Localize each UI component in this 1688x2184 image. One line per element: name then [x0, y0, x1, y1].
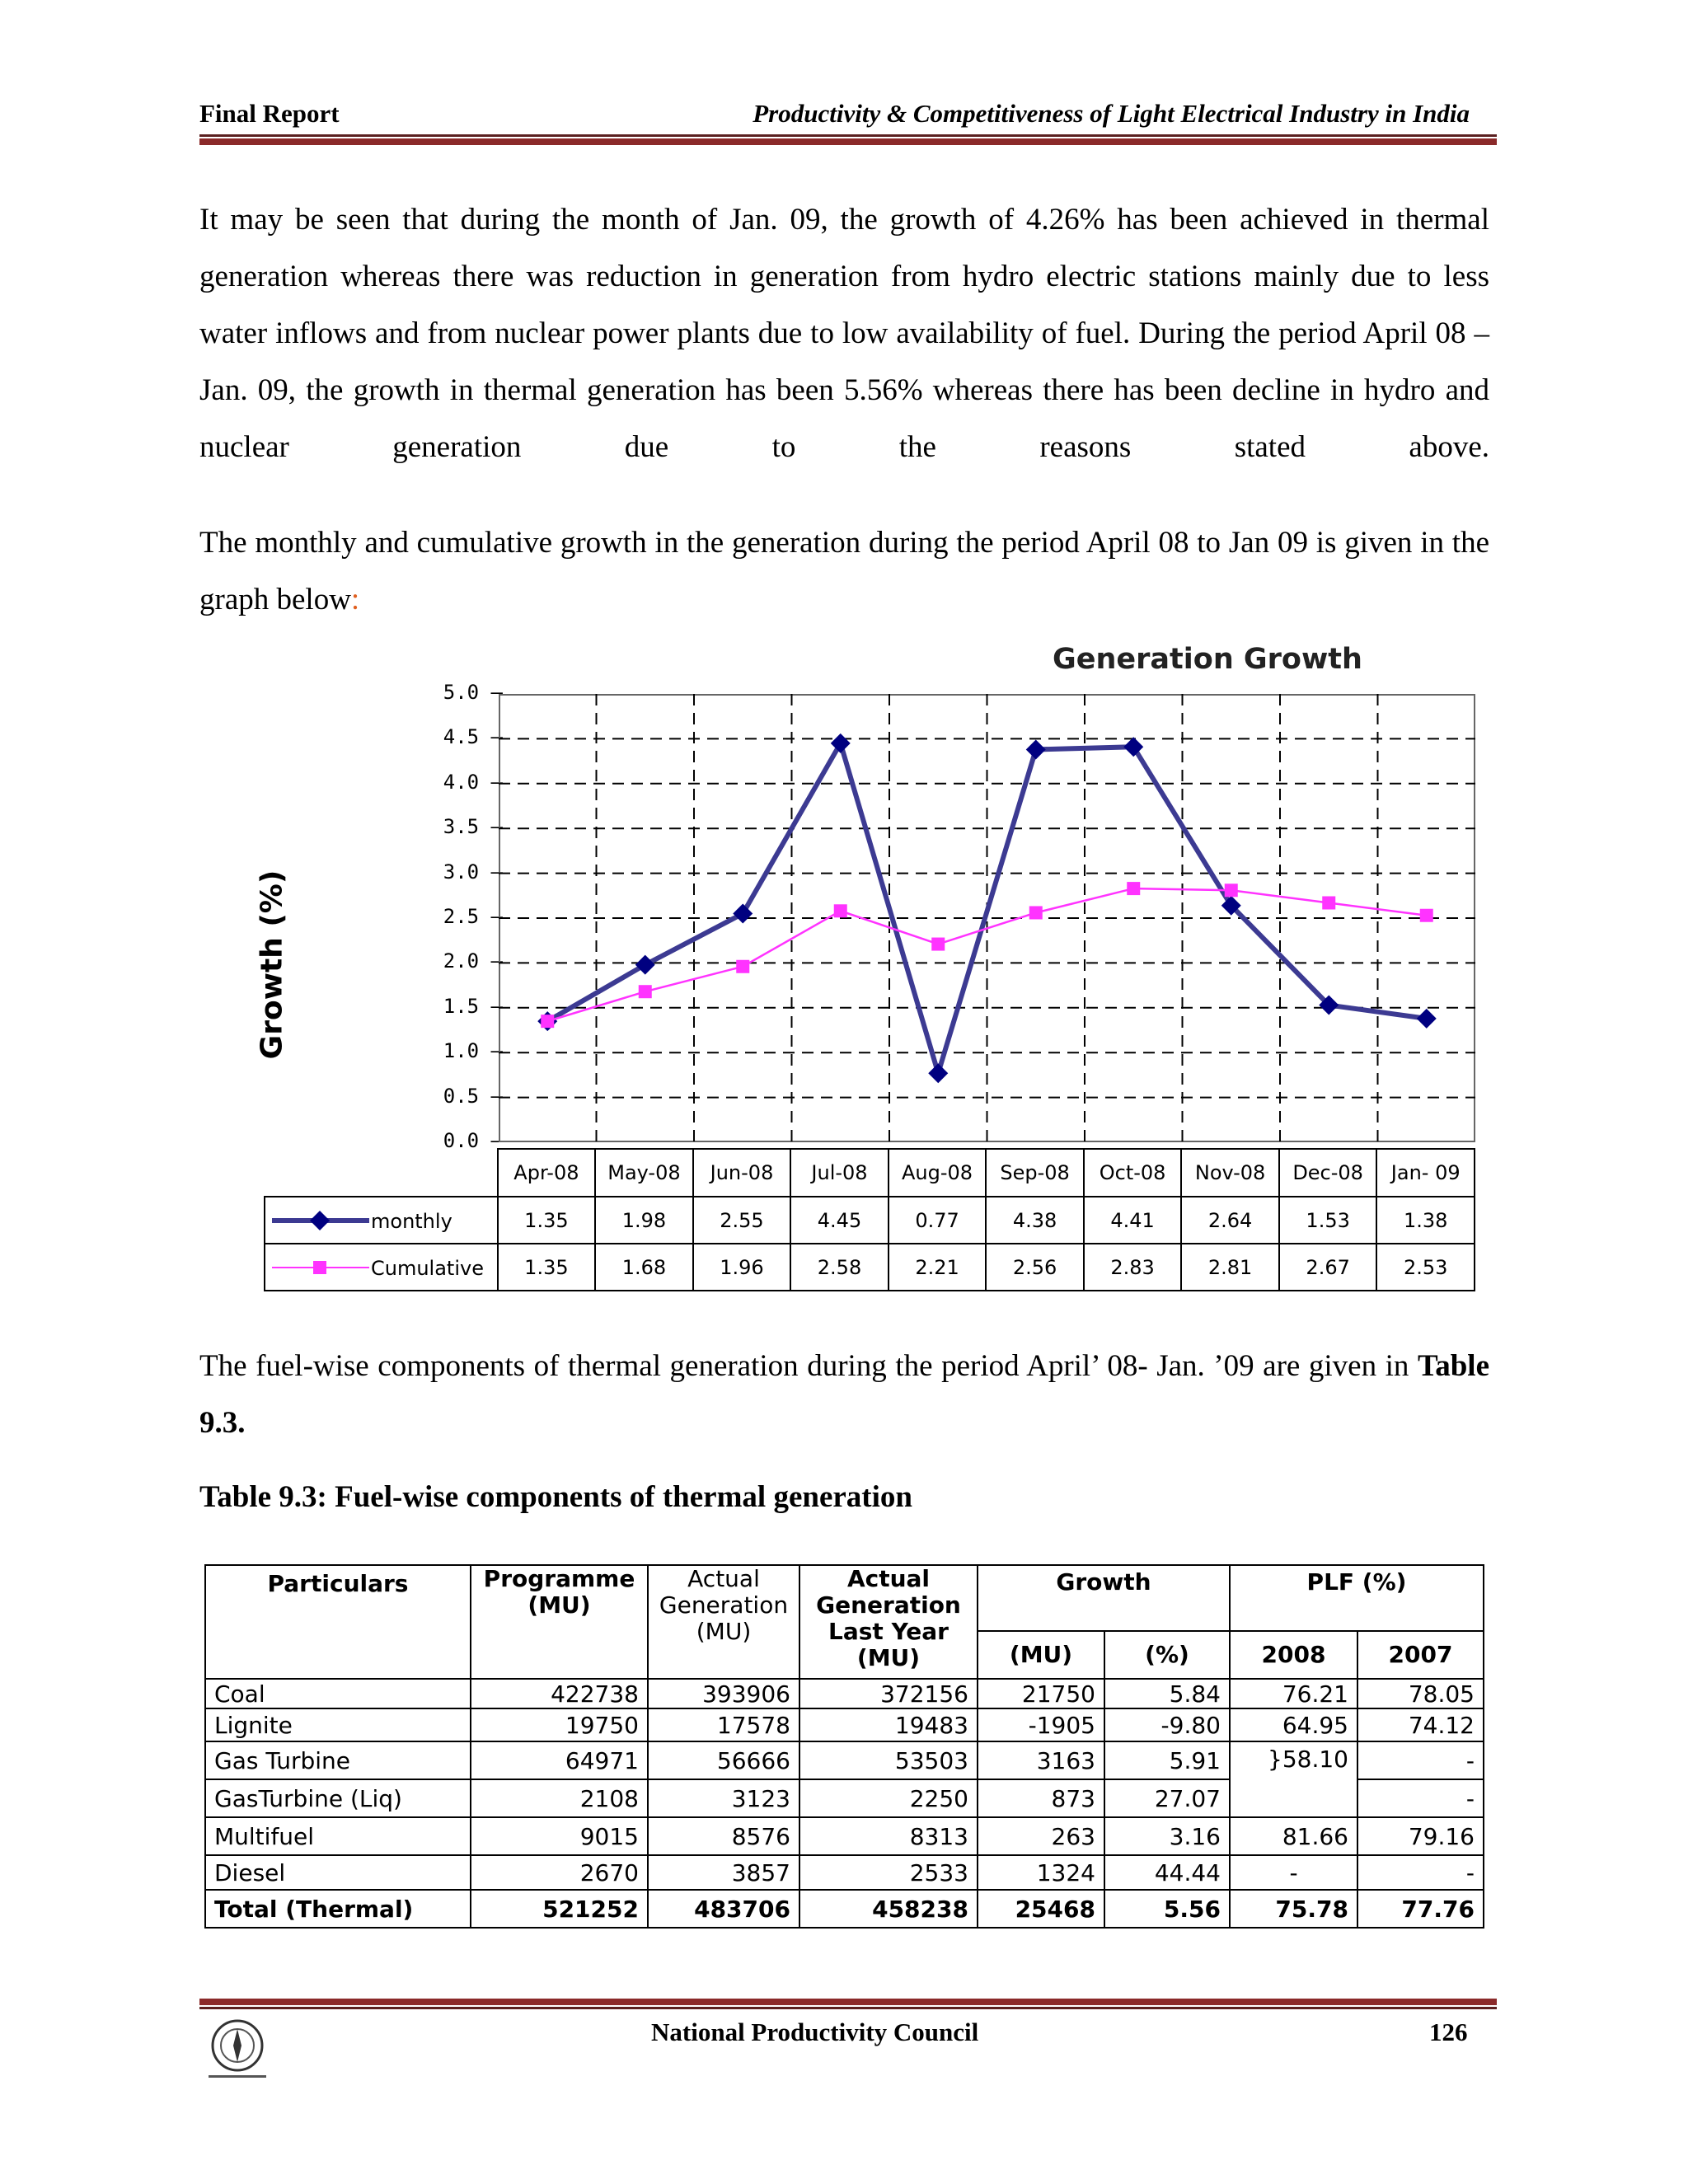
cell-plf-2008: 75.78: [1230, 1890, 1357, 1928]
y-tick-label: 2.5 –: [443, 905, 503, 928]
cell-last-year: 53503: [799, 1741, 978, 1779]
cell-actual: 3123: [648, 1779, 799, 1817]
cell-plf-2007: 77.76: [1357, 1890, 1484, 1928]
cell-growth-pct: 44.44: [1104, 1855, 1230, 1890]
th-growth-pct: (%): [1104, 1631, 1230, 1679]
x-tick-label: Jul-08: [790, 1149, 889, 1197]
cell-actual: 393906: [648, 1679, 799, 1708]
cell-particulars: Multifuel: [205, 1817, 471, 1855]
cell-programme: 2108: [471, 1779, 648, 1817]
header-left: Final Report: [199, 99, 340, 128]
cell-last-year: 372156: [799, 1679, 978, 1708]
data-label-monthly: 4.45: [790, 1197, 889, 1244]
y-tick-label: 5.0 –: [443, 681, 503, 704]
cell-particulars: Lignite: [205, 1708, 471, 1741]
cell-plf-2008: 76.21: [1230, 1679, 1357, 1708]
x-tick-label: Aug-08: [889, 1149, 987, 1197]
y-tick-label: 0.0 –: [443, 1129, 503, 1152]
cell-actual: 17578: [648, 1708, 799, 1741]
cell-growth-mu: 873: [978, 1779, 1104, 1817]
table-row: [205, 1741, 1484, 1779]
fuel-wise-table: [204, 1564, 1484, 1929]
legend-monthly: [265, 1197, 498, 1244]
cell-programme: 2670: [471, 1855, 648, 1890]
x-tick-label: Dec-08: [1279, 1149, 1377, 1197]
data-label-cumulative: 2.53: [1376, 1244, 1475, 1291]
cell-growth-mu: 21750: [978, 1679, 1104, 1708]
data-point-monthly: [1417, 1009, 1437, 1029]
data-table-row: [265, 1197, 1475, 1244]
data-label-cumulative: 1.35: [498, 1244, 596, 1291]
paragraph-graph-intro-text: The monthly and cumulative growth in the generation during the period April 08 to Jan 09 is given in the graph below: [199, 526, 1489, 616]
x-tick-label: Nov-08: [1181, 1149, 1279, 1197]
th-growth-mu: (MU): [978, 1631, 1104, 1679]
legend-marker-cumulative: [270, 1255, 373, 1280]
data-label-monthly: 4.38: [986, 1197, 1084, 1244]
cell-programme: 64971: [471, 1741, 648, 1779]
cell-growth-pct: 5.56: [1104, 1890, 1230, 1928]
cell-last-year: 458238: [799, 1890, 978, 1928]
cell-particulars: Total (Thermal): [205, 1890, 471, 1928]
data-table-row: [265, 1244, 1475, 1291]
y-tick-label: 0.5 –: [443, 1084, 503, 1108]
cell-particulars: GasTurbine (Liq): [205, 1779, 471, 1817]
header-right: Productivity & Competitiveness of Light Electrical Industry in India: [753, 99, 1470, 128]
data-point-cumulative: [931, 938, 945, 951]
table-row: [205, 1708, 1484, 1741]
cell-actual: 8576: [648, 1817, 799, 1855]
y-tick-label: 3.0 –: [443, 860, 503, 883]
cell-actual: 3857: [648, 1855, 799, 1890]
th-plf: PLF (%): [1230, 1565, 1484, 1631]
paragraph-graph-intro: [199, 514, 1489, 628]
data-label-cumulative: 2.58: [790, 1244, 889, 1291]
data-point-cumulative: [736, 960, 749, 973]
chart-plot-area: [499, 694, 1475, 1142]
cell-programme: 19750: [471, 1708, 648, 1741]
paragraph-table-intro: [199, 1338, 1489, 1451]
cell-last-year: 8313: [799, 1817, 978, 1855]
x-tick-label: Jun-08: [693, 1149, 791, 1197]
table-row: [205, 1679, 1484, 1708]
chart-title: Generation Growth: [1053, 643, 1362, 676]
footer-rule-thick: [199, 1999, 1497, 2005]
npc-emblem-icon: [196, 2011, 279, 2085]
y-tick-label: 4.5 –: [443, 725, 503, 749]
x-tick-label: Sep-08: [986, 1149, 1084, 1197]
generation-growth-chart: [255, 635, 1475, 1294]
x-tick-label: Oct-08: [1084, 1149, 1182, 1197]
cell-growth-pct: 3.16: [1104, 1817, 1230, 1855]
chart-y-axis-title: Growth (%): [255, 869, 289, 1060]
data-label-monthly: 1.35: [498, 1197, 596, 1244]
th-plf-2008: 2008: [1230, 1631, 1357, 1679]
cell-actual: 56666: [648, 1741, 799, 1779]
y-tick-label: 3.5 –: [443, 815, 503, 839]
th-growth: Growth: [978, 1565, 1230, 1631]
data-label-cumulative: 2.81: [1181, 1244, 1279, 1291]
cell-plf-2007: 74.12: [1357, 1708, 1484, 1741]
x-tick-label: Jan- 09: [1376, 1149, 1475, 1197]
y-tick-label: 4.0 –: [443, 770, 503, 794]
cell-plf-2007: -: [1357, 1855, 1484, 1890]
page-number: 126: [1429, 2018, 1468, 2046]
y-tick-label: 1.0 –: [443, 1039, 503, 1063]
table-row: [205, 1817, 1484, 1855]
data-point-cumulative: [1420, 909, 1433, 922]
th-plf-2007: 2007: [1357, 1631, 1484, 1679]
table-ref: Table 9.3.: [199, 1349, 1489, 1440]
footer-rule: [199, 2007, 1497, 2009]
cell-growth-mu: 25468: [978, 1890, 1104, 1928]
chart-data-table: [264, 1148, 1475, 1291]
data-label-monthly: 2.64: [1181, 1197, 1279, 1244]
cell-plf-2008: -: [1230, 1855, 1357, 1890]
table-row: [205, 1855, 1484, 1890]
cell-last-year: 2533: [799, 1855, 978, 1890]
cell-particulars: Coal: [205, 1679, 471, 1708]
data-label-monthly: 1.38: [1376, 1197, 1475, 1244]
x-tick-label: Apr-08: [498, 1149, 596, 1197]
th-programme: Programme (MU): [471, 1565, 648, 1679]
paragraph-thermal-growth: It may be seen that during the month of Jan. 09, the growth of 4.26% has been achieved in thermal generation whereas there was reduction in generation from hydro electric stations mainly due to less water inflows and from nuclear power plants due to low availability of fuel. During the period April 08 – Jan. 09, the growth in thermal generation has been 5.56% whereas there has been decline in hydro and nuclear generation due to the reasons stated above.: [199, 203, 1489, 464]
data-point-monthly: [733, 904, 753, 924]
data-label-cumulative: 2.21: [889, 1244, 987, 1291]
cell-growth-mu: 3163: [978, 1741, 1104, 1779]
cell-growth-mu: -1905: [978, 1708, 1104, 1741]
cell-programme: 9015: [471, 1817, 648, 1855]
paragraph-colon: :: [350, 583, 360, 616]
header-rule-thick: [199, 138, 1497, 145]
cell-plf-2008: 64.95: [1230, 1708, 1357, 1741]
legend-label-monthly: monthly: [371, 1210, 452, 1233]
data-label-monthly: 0.77: [889, 1197, 987, 1244]
legend-label-cumulative: Cumulative: [371, 1257, 484, 1280]
data-label-monthly: 1.53: [1279, 1197, 1377, 1244]
cell-plf-2007: -: [1357, 1741, 1484, 1779]
cell-plf-2007: 78.05: [1357, 1679, 1484, 1708]
y-tick-label: 1.5 –: [443, 994, 503, 1018]
cell-growth-pct: 27.07: [1104, 1779, 1230, 1817]
cell-plf-2007: 79.16: [1357, 1817, 1484, 1855]
cell-last-year: 2250: [799, 1779, 978, 1817]
data-label-monthly: 1.98: [595, 1197, 693, 1244]
data-point-cumulative: [1029, 906, 1043, 919]
data-point-cumulative: [1225, 883, 1238, 897]
cell-programme: 422738: [471, 1679, 648, 1708]
chart-data-table-corner: [265, 1149, 498, 1197]
data-point-monthly: [928, 1063, 948, 1083]
legend-marker-shape-cumulative: [313, 1261, 326, 1274]
cell-growth-mu: 1324: [978, 1855, 1104, 1890]
data-label-monthly: 4.41: [1084, 1197, 1182, 1244]
y-tick-label: 2.0 –: [443, 949, 503, 973]
th-actual: Actual Generation (MU): [648, 1565, 799, 1679]
cell-growth-pct: 5.84: [1104, 1679, 1230, 1708]
cell-plf-2008-gas: }58.10: [1230, 1741, 1357, 1817]
data-point-cumulative: [834, 904, 847, 917]
x-tick-label: May-08: [595, 1149, 693, 1197]
data-point-monthly: [635, 955, 655, 975]
legend-marker-monthly: [270, 1208, 373, 1233]
data-label-cumulative: 2.56: [986, 1244, 1084, 1291]
data-label-cumulative: 1.68: [595, 1244, 693, 1291]
cell-actual: 483706: [648, 1890, 799, 1928]
data-label-monthly: 2.55: [693, 1197, 791, 1244]
th-actual-last-year: Actual Generation Last Year (MU): [799, 1565, 978, 1679]
cell-particulars: Diesel: [205, 1855, 471, 1890]
cell-programme: 521252: [471, 1890, 648, 1928]
cell-plf-2008: 81.66: [1230, 1817, 1357, 1855]
footer-organization: National Productivity Council: [651, 2018, 979, 2046]
legend-cumulative: [265, 1244, 498, 1291]
data-label-cumulative: 2.83: [1084, 1244, 1182, 1291]
paragraph-table-intro-text: The fuel-wise components of thermal generation during the period April’ 08- Jan. ’09 are given in: [199, 1349, 1418, 1383]
data-point-monthly: [831, 733, 851, 753]
table-caption: Table 9.3: Fuel-wise components of thermal generation: [199, 1480, 912, 1514]
cell-growth-pct: 5.91: [1104, 1741, 1230, 1779]
data-point-cumulative: [1127, 882, 1140, 895]
th-particulars: Particulars: [205, 1565, 471, 1679]
legend-marker-shape-monthly: [310, 1211, 330, 1230]
cell-particulars: Gas Turbine: [205, 1741, 471, 1779]
data-point-cumulative: [639, 985, 652, 998]
data-label-cumulative: 2.67: [1279, 1244, 1377, 1291]
data-point-cumulative: [541, 1015, 554, 1028]
cell-plf-2007: -: [1357, 1779, 1484, 1817]
data-point-cumulative: [1322, 897, 1335, 910]
cell-growth-pct: -9.80: [1104, 1708, 1230, 1741]
data-label-cumulative: 1.96: [693, 1244, 791, 1291]
data-point-monthly: [1026, 739, 1046, 759]
header-rule: [199, 134, 1497, 137]
table-row-total: [205, 1890, 1484, 1928]
cell-growth-mu: 263: [978, 1817, 1104, 1855]
cell-last-year: 19483: [799, 1708, 978, 1741]
